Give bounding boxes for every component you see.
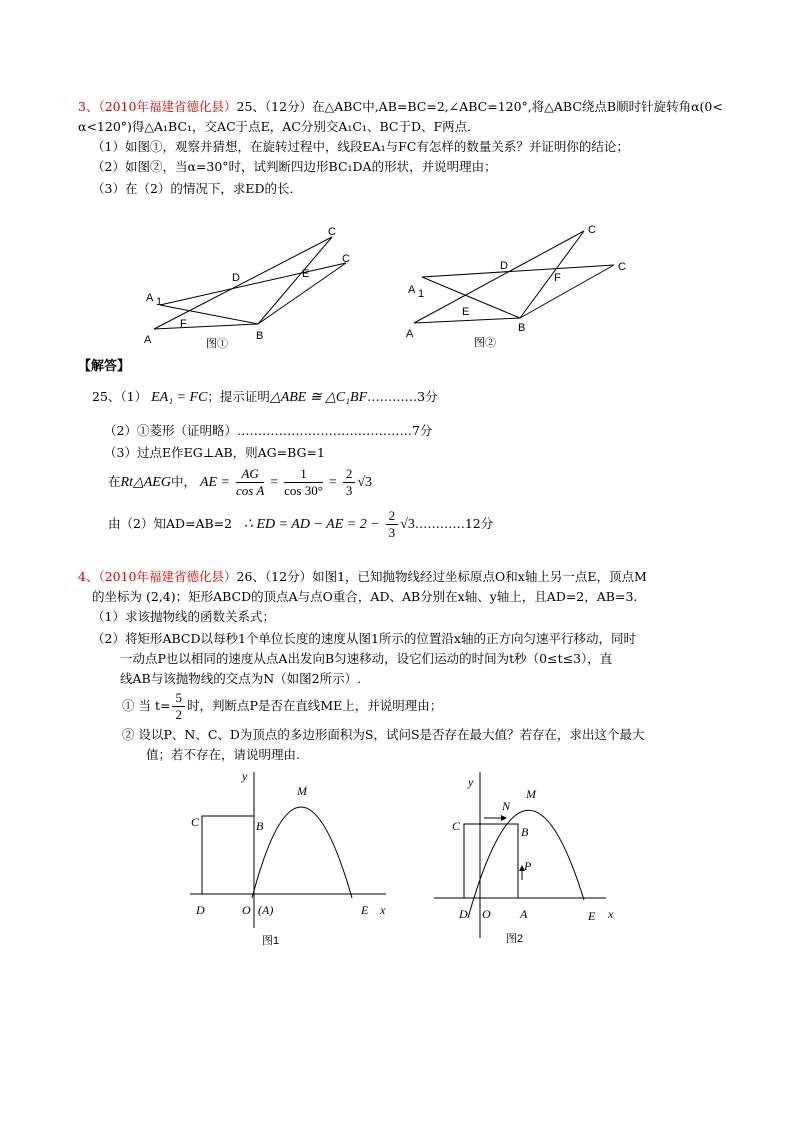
q4-number: 4、 <box>78 569 99 584</box>
fig2-label-A1: A <box>408 284 416 296</box>
answer-4-lhs: AE = <box>199 475 230 490</box>
answer-4-sqrt: √3 <box>357 475 372 490</box>
answer-5-score: …………12分 <box>414 516 494 531</box>
frac3-num: 2 <box>343 466 356 483</box>
q4-sub1-prefix: ① 当 t= <box>122 698 171 713</box>
fig4-2-label-E: E <box>588 909 596 923</box>
q4-source: （2010年福建省德化县） <box>98 569 237 584</box>
q4-line1 <box>78 568 647 586</box>
fig4-1-label-C: C <box>191 815 200 829</box>
q3-figure-2 <box>400 225 640 355</box>
q3-number: 3、 <box>78 99 99 114</box>
q3-line1-text: 25、（12分）在△ABC中,AB=BC=2,∠ABC=120°,将△ABC绕点B顺时针旋转角α(0< <box>236 99 723 114</box>
q4-part2c: 线AB与该抛物线的交点为N（如图2所示）. <box>120 671 362 686</box>
answer-4-frac2 <box>284 466 323 499</box>
answer-line1 <box>92 388 438 407</box>
frac1-den: cos A <box>235 483 265 498</box>
q4-line2: 的坐标为 (2,4)；矩形ABCD的顶点A与点O重合，AD、AB分别在x轴、y轴上，且AD=2，AB=3. <box>92 589 638 604</box>
q4-part2a: （2）将矩形ABCD以每秒1个单位长度的速度从图1所示的位置沿x轴的正方向匀速平行移动，同时 <box>92 631 636 646</box>
q4-figure-2 <box>430 768 630 958</box>
fig4-1-caption: 图1 <box>262 935 280 947</box>
q4-sub2b: 值；若不存在，请说明理由. <box>146 747 300 762</box>
answer-1-math2: △ABE ≅ △C₁BF <box>269 390 368 405</box>
fig1-label-F: E <box>302 268 310 280</box>
fig4-2-label-O: O <box>482 907 491 921</box>
fig4-2-label-M: M <box>526 787 536 801</box>
fig4-1-label-x: x <box>380 903 386 917</box>
fig1-label-C1: C <box>342 253 350 265</box>
fig2-label-D: D <box>500 260 508 272</box>
frac5-num: 2 <box>386 508 399 525</box>
fig1-label-B: B <box>256 330 264 342</box>
fig2-label-E: E <box>462 306 470 318</box>
fig4-1-label-y: y <box>242 769 248 783</box>
fig2-label-F: F <box>554 272 561 284</box>
fig1-label-E: F <box>180 318 187 330</box>
fig4-2-caption: 图2 <box>506 933 524 945</box>
fig2-caption: 图② <box>474 337 496 349</box>
q4-sub1 <box>122 688 442 724</box>
fig4-1-label-A: (A) <box>258 903 274 917</box>
fig1-label-C: C <box>328 226 336 238</box>
answer-1-mid: ；提示证明 <box>207 389 270 404</box>
fig4-2-label-y: y <box>468 775 474 789</box>
q4-sub1-frac <box>172 690 185 723</box>
q4-part2b: 一动点P也以相同的速度从点A出发向B匀速移动，设它们运动的时间为t秒（0≤t≤3），直 <box>120 651 613 666</box>
fig4-1-label-M: M <box>297 784 307 798</box>
answer-1-math: EA₁ = FC <box>151 390 208 405</box>
fig1-label-A1-sub: 1 <box>156 296 163 308</box>
frac3-den: 3 <box>345 483 353 498</box>
q3-part3: （3）在（2）的情况下，求ED的长． <box>92 181 303 196</box>
frac2-den: cos 30° <box>284 483 323 498</box>
q4-sub1-num: 5 <box>172 690 185 707</box>
frac1-num: AG <box>236 466 264 483</box>
fig2-label-A1-sub: 1 <box>418 288 425 300</box>
answer-line5 <box>108 504 493 544</box>
fig2-label-C: C <box>588 224 596 236</box>
answer-line3: （3）过点E作EG⊥AB，则AG=BG=1 <box>104 445 325 460</box>
q3-part1: （1）如图①，观察并猜想，在旋转过程中，线段EA₁与FC有怎样的数量关系？并证明你的结论； <box>92 139 629 154</box>
answer-line2: （2）①菱形（证明略）……………………………………7分 <box>104 423 433 438</box>
q3-part2: （2）如图②，当α=30°时，试判断四边形BC₁DA的形状，并说明理由； <box>92 159 497 174</box>
q4-part1: （1）求该抛物线的函数关系式； <box>92 609 275 624</box>
frac2-num: 1 <box>284 466 323 483</box>
fig4-2-label-B: B <box>521 825 529 839</box>
fig2-label-A: A <box>406 328 414 340</box>
answer-5-math: ∴ ED = AD − AE = 2 − <box>244 517 380 532</box>
fig4-1-label-D: D <box>196 903 205 917</box>
q4-sub1-rest: 时，判断点P是否在直线ME上，并说明理由； <box>186 698 443 713</box>
fig4-1-label-O: O <box>242 903 251 917</box>
fig4-1-label-B: B <box>256 819 264 833</box>
q3-line1 <box>78 98 723 116</box>
fig2-label-B: B <box>518 322 526 334</box>
q3-source: （2010年福建省德化县） <box>98 99 237 114</box>
answer-4-mid: 中， <box>170 474 196 489</box>
answer-line4: 在Rt△AEG中， AE = $\frac{AG}{\text{cos A}}$ = $\frac{1}{\cos 30^\circ}$ = $\frac{2}{3}$ √3 <box>108 466 372 498</box>
answer-4-frac3 <box>343 466 356 499</box>
frac5-den: 3 <box>388 525 396 540</box>
fig1-caption: 图① <box>206 338 228 350</box>
answer-header: 【解答】 <box>78 359 131 374</box>
fig1-label-D: D <box>232 272 240 284</box>
q3-line2: α<120°)得△A₁BC₁，交AC于点E，AC分别交A₁C₁、BC于D、F两点． <box>78 119 480 134</box>
q4-line1-text: 26、（12分）如图1，已知抛物线经过坐标原点O和x轴上另一点E，顶点M <box>236 569 647 584</box>
q4-sub1-den: 2 <box>175 707 182 722</box>
fig4-2-label-C: C <box>452 819 461 833</box>
fig2-label-C1: C <box>618 261 626 273</box>
answer-5-frac <box>386 508 399 541</box>
fig1-label-A: A <box>144 334 152 346</box>
answer-5-prefix: 由（2）知AD=AB=2 <box>108 516 233 531</box>
q3-figure-1 <box>140 225 370 355</box>
fig4-2-label-N: N <box>502 799 511 813</box>
q4-figure-1 <box>186 768 406 958</box>
answer-1-prefix: 25、（1） <box>92 389 148 404</box>
fig4-2-label-A: A <box>520 907 528 921</box>
answer-5-sqrt: √3 <box>400 517 415 532</box>
answer-4-triangle: Rt△AEG <box>120 475 171 490</box>
answer-4-prefix: 在 <box>108 474 121 489</box>
fig1-label-A1: A <box>146 292 154 304</box>
fig4-1-label-E: E <box>361 903 369 917</box>
answer-1-score: …………3分 <box>367 389 438 404</box>
fig4-2-label-P: P <box>524 859 532 873</box>
fig4-2-label-D: D <box>459 907 468 921</box>
answer-4-frac1 <box>236 466 264 499</box>
q4-sub2a: ② 设以P、N、C、D为顶点的多边形面积为S，试问S是否存在最大值？若存在，求出这个最大 <box>122 727 645 742</box>
fig4-2-label-x: x <box>608 907 614 921</box>
